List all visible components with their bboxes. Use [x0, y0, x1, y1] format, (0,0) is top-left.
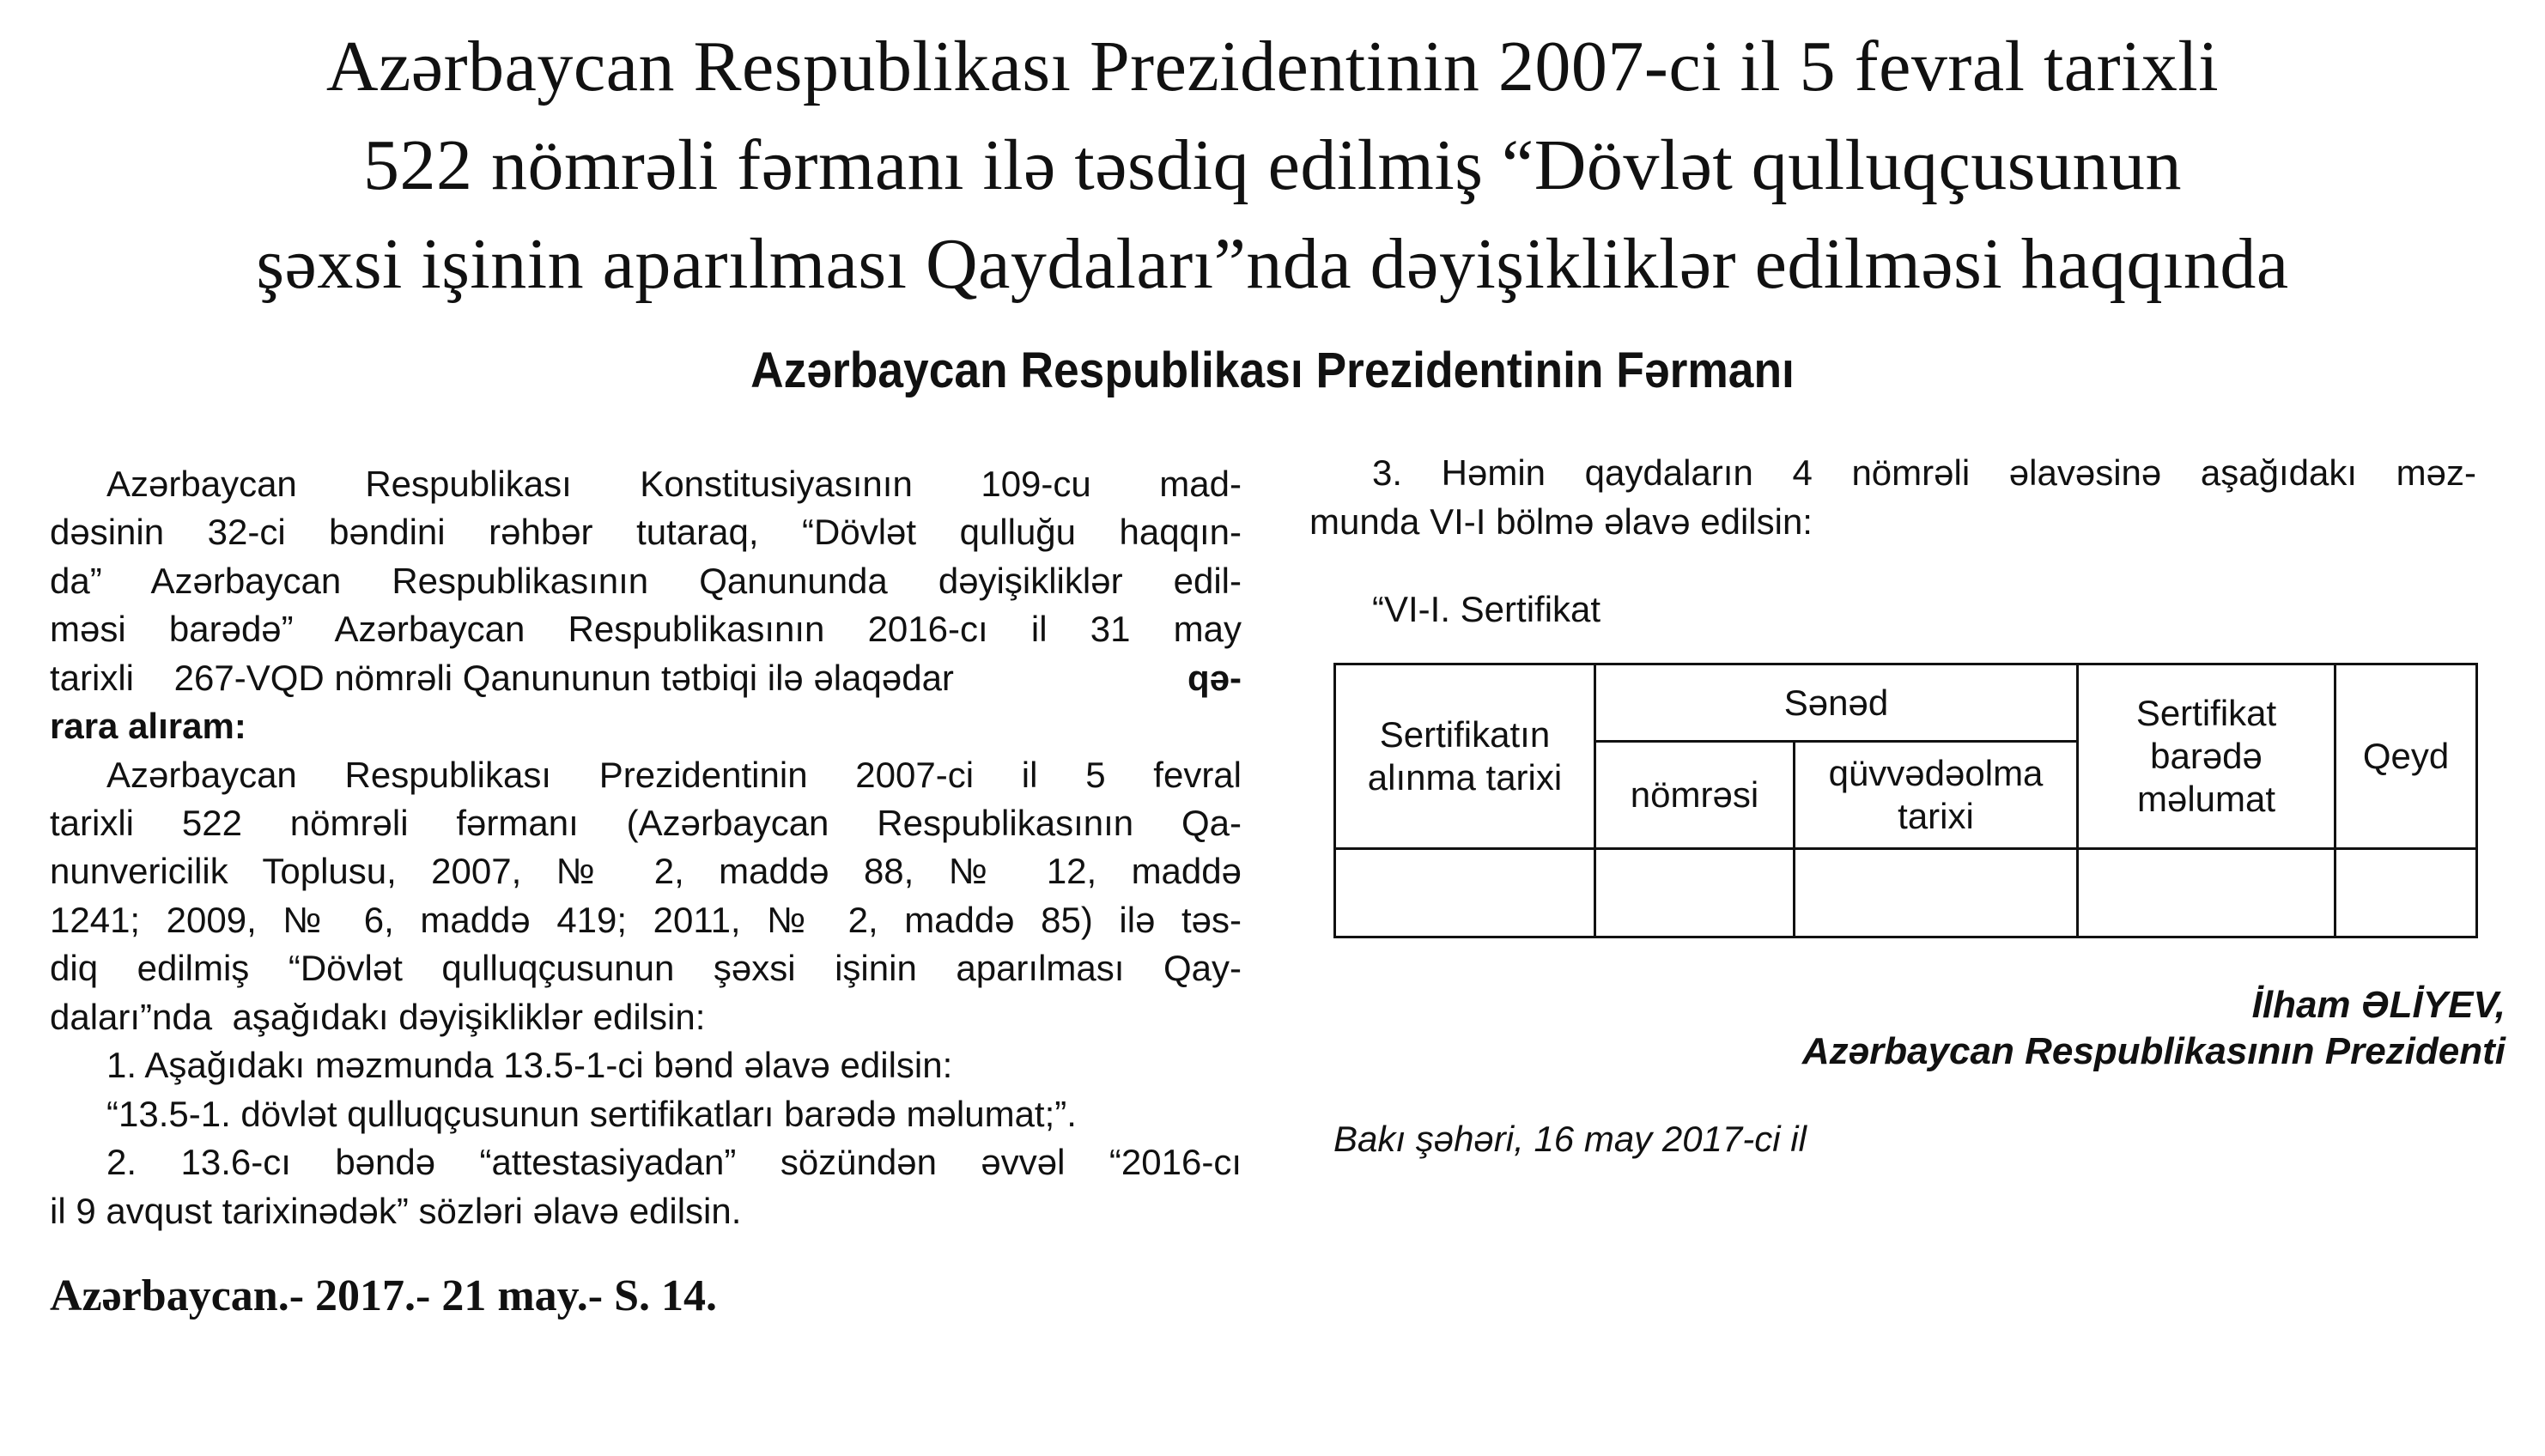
table-cell [2335, 849, 2477, 937]
decree-phrase-start: qə- [1187, 658, 1242, 698]
item-3-line-1: 3. Həmin qaydaların 4 nömrəli əlavəsinə aşağıdakı məz- [1372, 452, 2476, 493]
order-line-1: Azərbaycan Respublikası Prezidentinin 2007-ci il 5 fevral [106, 755, 1242, 795]
header-document-number: nömrəsi [1595, 742, 1795, 849]
preamble-line-3: da” Azərbaycan Respublikasının Qanununda dəyişikliklər edil- [50, 561, 1242, 601]
item-3-line-2: munda VI-I bölmə əlavə edilsin: [1309, 501, 1813, 542]
source-citation: Azərbaycan.- 2017.- 21 may.- S. 14. [50, 1271, 718, 1320]
item-1-quote: “13.5-1. dövlət qulluqçusunun sertifikatları barədə məlumat;”. [106, 1094, 1077, 1134]
item-1: 1. Aşağıdakı məzmunda 13.5-1-ci bənd əlavə edilsin: [106, 1045, 953, 1085]
order-line-2: tarixli 522 nömrəli fərmanı (Azərbaycan Respublikasının Qa- [50, 803, 1242, 843]
document-subtitle: Azərbaycan Respublikası Prezidentinin Fərmanı [750, 343, 1795, 398]
table-cell [1335, 849, 1595, 937]
header-note: Qeyd [2335, 664, 2477, 849]
preamble-line-2: dəsinin 32-ci bəndini rəhbər tutaraq, “Dövlət qulluğu haqqın- [50, 512, 1242, 552]
header-document: Sənəd [1595, 664, 2078, 742]
section-title: “VI-I. Sertifikat [1372, 589, 1601, 629]
preamble-line-5-text: tarixli 267-VQD nömrəli Qanununun tətbiqi ilə əlaqədar [50, 658, 964, 698]
decree-phrase-end: rara alıram: [50, 706, 246, 746]
order-line-4: 1241; 2009, № 6, maddə 419; 2011, № 2, maddə 85) ilə təs- [50, 900, 1242, 940]
preamble-line-5 [50, 654, 1242, 702]
header-certificate-date: Sertifikatın alınma tarixi [1335, 664, 1595, 849]
order-line-6: daları”nda aşağıdakı dəyişikliklər edilsin: [50, 997, 706, 1037]
signature-title: Azərbaycan Respublikasının Prezidenti [1801, 1030, 2506, 1072]
header-certificate-info: Sertifikat barədə məlumat [2078, 664, 2335, 849]
order-line-5: diq edilmiş “Dövlət qulluqçusunun şəxsi işinin aparılması Qay- [50, 948, 1242, 988]
order-line-3: nunvericilik Toplusu, 2007, № 2, maddə 88, № 12, maddə [50, 851, 1242, 891]
item-2-line-1: 2. 13.6-cı bəndə “attestasiyadan” sözündən əvvəl “2016-cı [106, 1142, 1242, 1182]
document-title-line-1: Azərbaycan Respublikası Prezidentinin 2007-ci il 5 fevral tarixli [325, 27, 2220, 106]
certificate-table [1333, 663, 2478, 938]
table-cell [1795, 849, 2078, 937]
table-cell [2078, 849, 2335, 937]
document-title-line-2: 522 nömrəli fərmanı ilə təsdiq edilmiş “Dövlət qulluqçusunun [363, 125, 2182, 205]
document-title-line-3: şəxsi işinin aparılması Qaydaları”nda dəyişikliklər edilməsi haqqında [256, 224, 2289, 304]
preamble-line-4: məsi barədə” Azərbaycan Respublikasının 2016-cı il 31 may [50, 609, 1242, 649]
signature-name: İlham ƏLİYEV, [2251, 984, 2506, 1026]
place-date: Bakı şəhəri, 16 may 2017-ci il [1333, 1119, 1807, 1159]
table-cell [1595, 849, 1795, 937]
header-document-valid-date: qüvvədəolma tarixi [1795, 742, 2078, 849]
item-2-line-2: il 9 avqust tarixinədək” sözləri əlavə edilsin. [50, 1191, 742, 1231]
preamble-line-1: Azərbaycan Respublikası Konstitusiyasının 109-cu mad- [106, 464, 1242, 504]
